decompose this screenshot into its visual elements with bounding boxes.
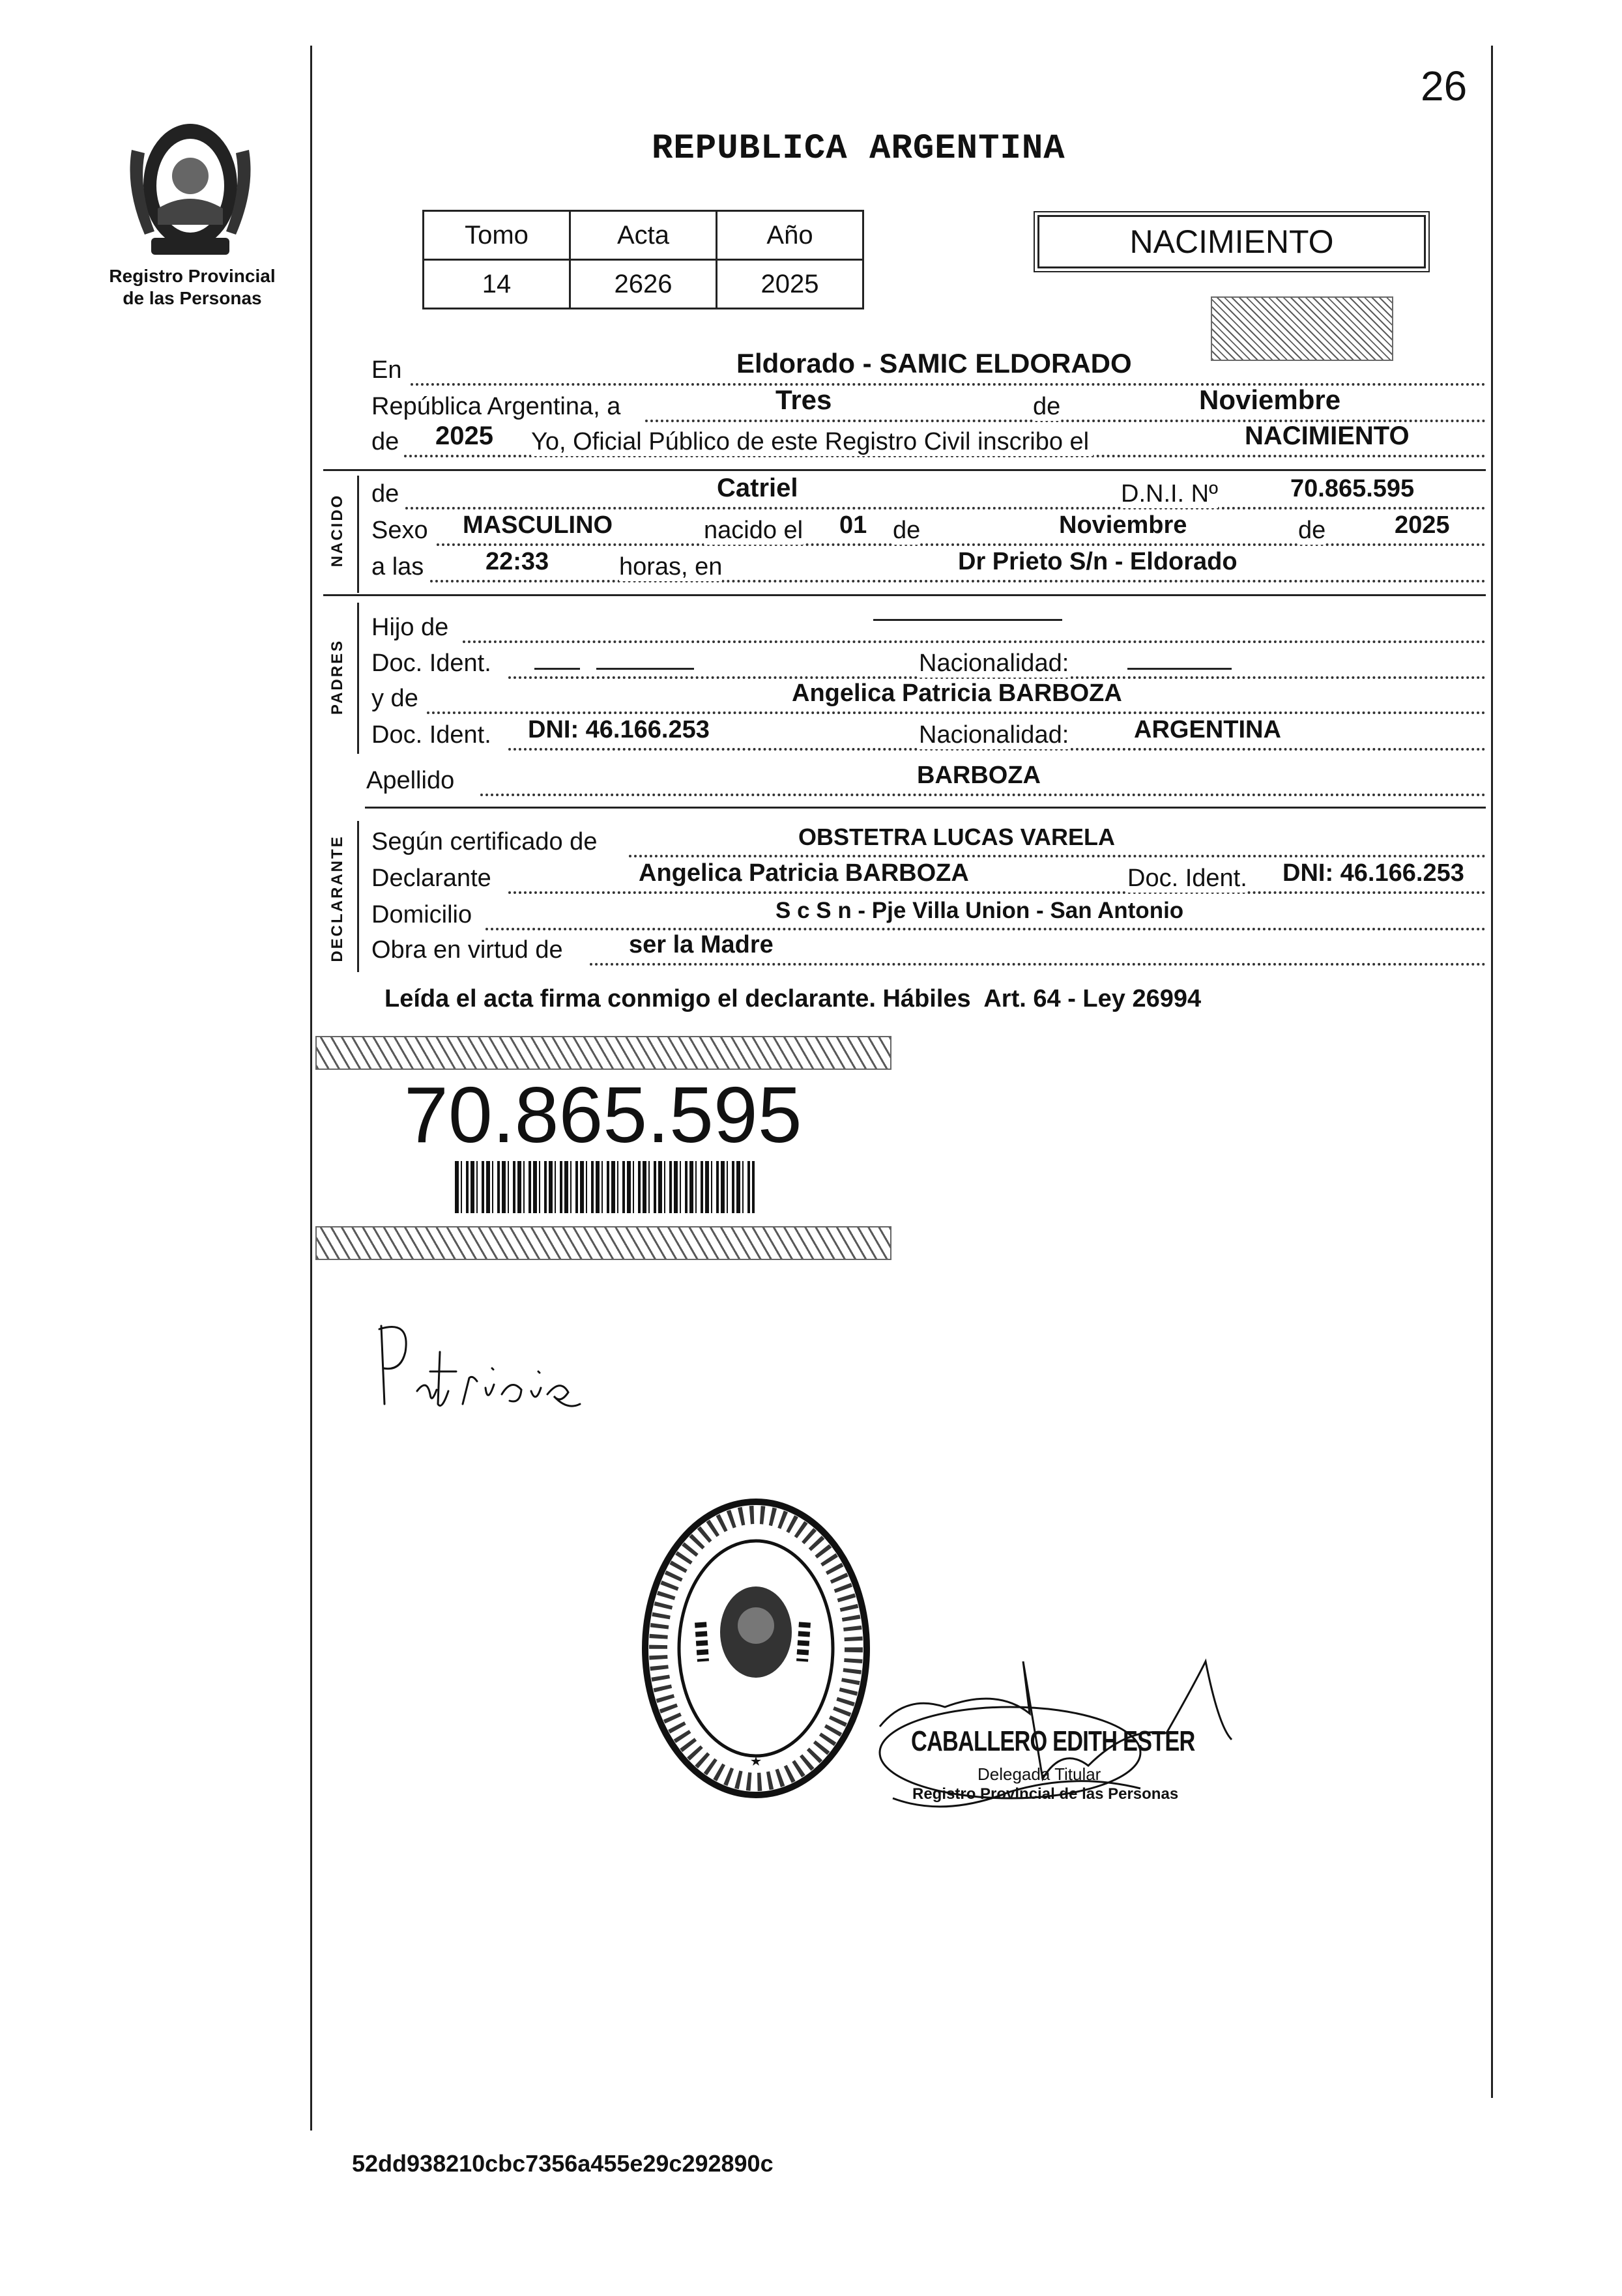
label-nacido-de: de bbox=[371, 480, 399, 508]
label-y-de: y de bbox=[371, 685, 418, 712]
label-father-nationality: Nacionalidad: bbox=[919, 650, 1069, 677]
padres-bracket bbox=[357, 603, 359, 754]
value-birth-place: Dr Prieto S/n - Eldorado bbox=[958, 548, 1238, 575]
row-declarante bbox=[371, 860, 1486, 899]
table-header-anio: Año bbox=[717, 211, 863, 260]
row-hora bbox=[371, 549, 1486, 588]
province-logo bbox=[119, 111, 262, 261]
divider-nacido-bottom bbox=[323, 594, 1486, 596]
table-header-acta: Acta bbox=[570, 211, 717, 260]
doc-type-box: NACIMIENTO bbox=[1037, 215, 1426, 268]
label-year-de: de bbox=[371, 428, 399, 455]
right-margin-line bbox=[1491, 46, 1493, 2098]
handwritten-signature bbox=[365, 1313, 600, 1424]
value-en: Eldorado - SAMIC ELDORADO bbox=[736, 348, 1132, 379]
value-dni: 70.865.595 bbox=[1290, 475, 1415, 502]
label-mother-nationality: Nacionalidad: bbox=[919, 721, 1069, 749]
label-apellido: Apellido bbox=[366, 767, 455, 794]
row-domicilio bbox=[371, 897, 1486, 936]
label-segun: Según certificado de bbox=[371, 828, 598, 855]
value-month: Noviembre bbox=[1199, 384, 1341, 415]
value-birth-year: 2025 bbox=[1395, 511, 1450, 539]
father-nationality-blank bbox=[1127, 668, 1232, 670]
label-de: de bbox=[1033, 393, 1061, 420]
value-obra: ser la Madre bbox=[629, 931, 774, 958]
official-stamp-role: Delegada Titular bbox=[978, 1764, 1101, 1784]
value-year: 2025 bbox=[435, 422, 493, 450]
barcode bbox=[455, 1161, 755, 1213]
section-label-nacido: NACIDO bbox=[328, 493, 346, 567]
label-declarante-doc: Doc. Ident. bbox=[1127, 865, 1247, 892]
value-declarante-doc: DNI: 46.166.253 bbox=[1282, 859, 1464, 887]
table-cell-acta: 2626 bbox=[570, 260, 717, 309]
value-nacido-name: Catriel bbox=[717, 474, 798, 502]
security-band-top bbox=[315, 1036, 891, 1070]
official-stamp-org: Registro Provincial de las Personas bbox=[912, 1785, 1179, 1803]
section-label-declarante: DECLARANTE bbox=[328, 835, 346, 962]
row-apellido bbox=[366, 762, 1481, 801]
row-segun bbox=[371, 824, 1486, 863]
nacido-bracket bbox=[357, 476, 359, 593]
divider-apellido-bottom bbox=[365, 807, 1486, 809]
value-birth-time: 22:33 bbox=[485, 548, 549, 575]
value-apellido: BARBOZA bbox=[917, 762, 1041, 789]
father-doc-blank bbox=[534, 668, 580, 670]
declarante-bracket bbox=[357, 821, 359, 972]
row-father-doc bbox=[371, 645, 1486, 684]
value-mother-dni: DNI: 46.166.253 bbox=[528, 716, 710, 743]
section-label-padres: PADRES bbox=[328, 639, 346, 715]
label-republica: República Argentina, a bbox=[371, 393, 621, 420]
page-number: 26 bbox=[1421, 63, 1468, 109]
value-mother-name: Angelica Patricia BARBOZA bbox=[792, 680, 1122, 707]
value-day: Tres bbox=[775, 384, 832, 415]
org-name-line1: Registro Provincial bbox=[109, 266, 276, 286]
label-horas: horas, en bbox=[619, 553, 723, 581]
table-cell-anio: 2025 bbox=[717, 260, 863, 309]
table-cell-tomo: 14 bbox=[424, 260, 570, 309]
value-inscribe: NACIMIENTO bbox=[1245, 422, 1410, 450]
label-father-doc: Doc. Ident. bbox=[371, 650, 491, 677]
row-hijo-de bbox=[371, 609, 1486, 648]
label-en: En bbox=[371, 356, 402, 384]
label-oficial: Yo, Oficial Público de este Registro Civil inscribo el bbox=[531, 428, 1093, 456]
barcode-number: 70.865.595 bbox=[404, 1070, 802, 1159]
left-margin-line bbox=[310, 46, 312, 2131]
official-stamp-name: CABALLERO EDITH ESTER bbox=[911, 1725, 1195, 1757]
value-sexo: MASCULINO bbox=[463, 511, 613, 539]
label-nacido-el: nacido el bbox=[704, 517, 804, 544]
label-birth-de1: de bbox=[893, 517, 921, 544]
official-seal bbox=[639, 1492, 873, 1805]
divider-nacido-top bbox=[323, 469, 1486, 471]
label-sexo: Sexo bbox=[371, 517, 428, 544]
label-mother-doc: Doc. Ident. bbox=[371, 721, 491, 749]
security-band-bottom bbox=[315, 1226, 891, 1260]
value-domicilio: S c S n - Pje Villa Union - San Antonio bbox=[775, 898, 1184, 923]
label-alas: a las bbox=[371, 553, 424, 581]
label-declarante: Declarante bbox=[371, 865, 491, 892]
closing-statement: Leída el acta firma conmigo el declarante. Hábiles Art. 64 - Ley 26994 bbox=[384, 985, 1202, 1012]
value-mother-nationality: ARGENTINA bbox=[1134, 716, 1281, 743]
row-sexo bbox=[371, 512, 1486, 551]
value-declarante: Angelica Patricia BARBOZA bbox=[639, 859, 969, 887]
row-nacido-de bbox=[371, 476, 1486, 515]
row-mother-doc bbox=[371, 717, 1486, 756]
value-birth-day: 01 bbox=[839, 511, 867, 539]
label-obra: Obra en virtud de bbox=[371, 936, 563, 964]
label-dni: D.N.I. Nº bbox=[1121, 480, 1218, 508]
row-obra bbox=[371, 932, 1486, 971]
value-segun: OBSTETRA LUCAS VARELA bbox=[798, 824, 1115, 850]
country-title: REPUBLICA ARGENTINA bbox=[652, 129, 1065, 169]
father-doc-blank2 bbox=[596, 668, 694, 670]
label-domicilio: Domicilio bbox=[371, 901, 472, 928]
document-hash: 52dd938210cbc7356a455e29c292890c bbox=[352, 2150, 774, 2177]
value-birth-month: Noviembre bbox=[1059, 511, 1187, 539]
org-name-line2: de las Personas bbox=[123, 288, 262, 308]
table-header-tomo: Tomo bbox=[424, 211, 570, 260]
row-year bbox=[371, 423, 1486, 463]
row-y-de bbox=[371, 680, 1486, 719]
label-hijo-de: Hijo de bbox=[371, 614, 449, 641]
label-birth-de2: de bbox=[1298, 517, 1326, 544]
record-table bbox=[422, 210, 864, 309]
